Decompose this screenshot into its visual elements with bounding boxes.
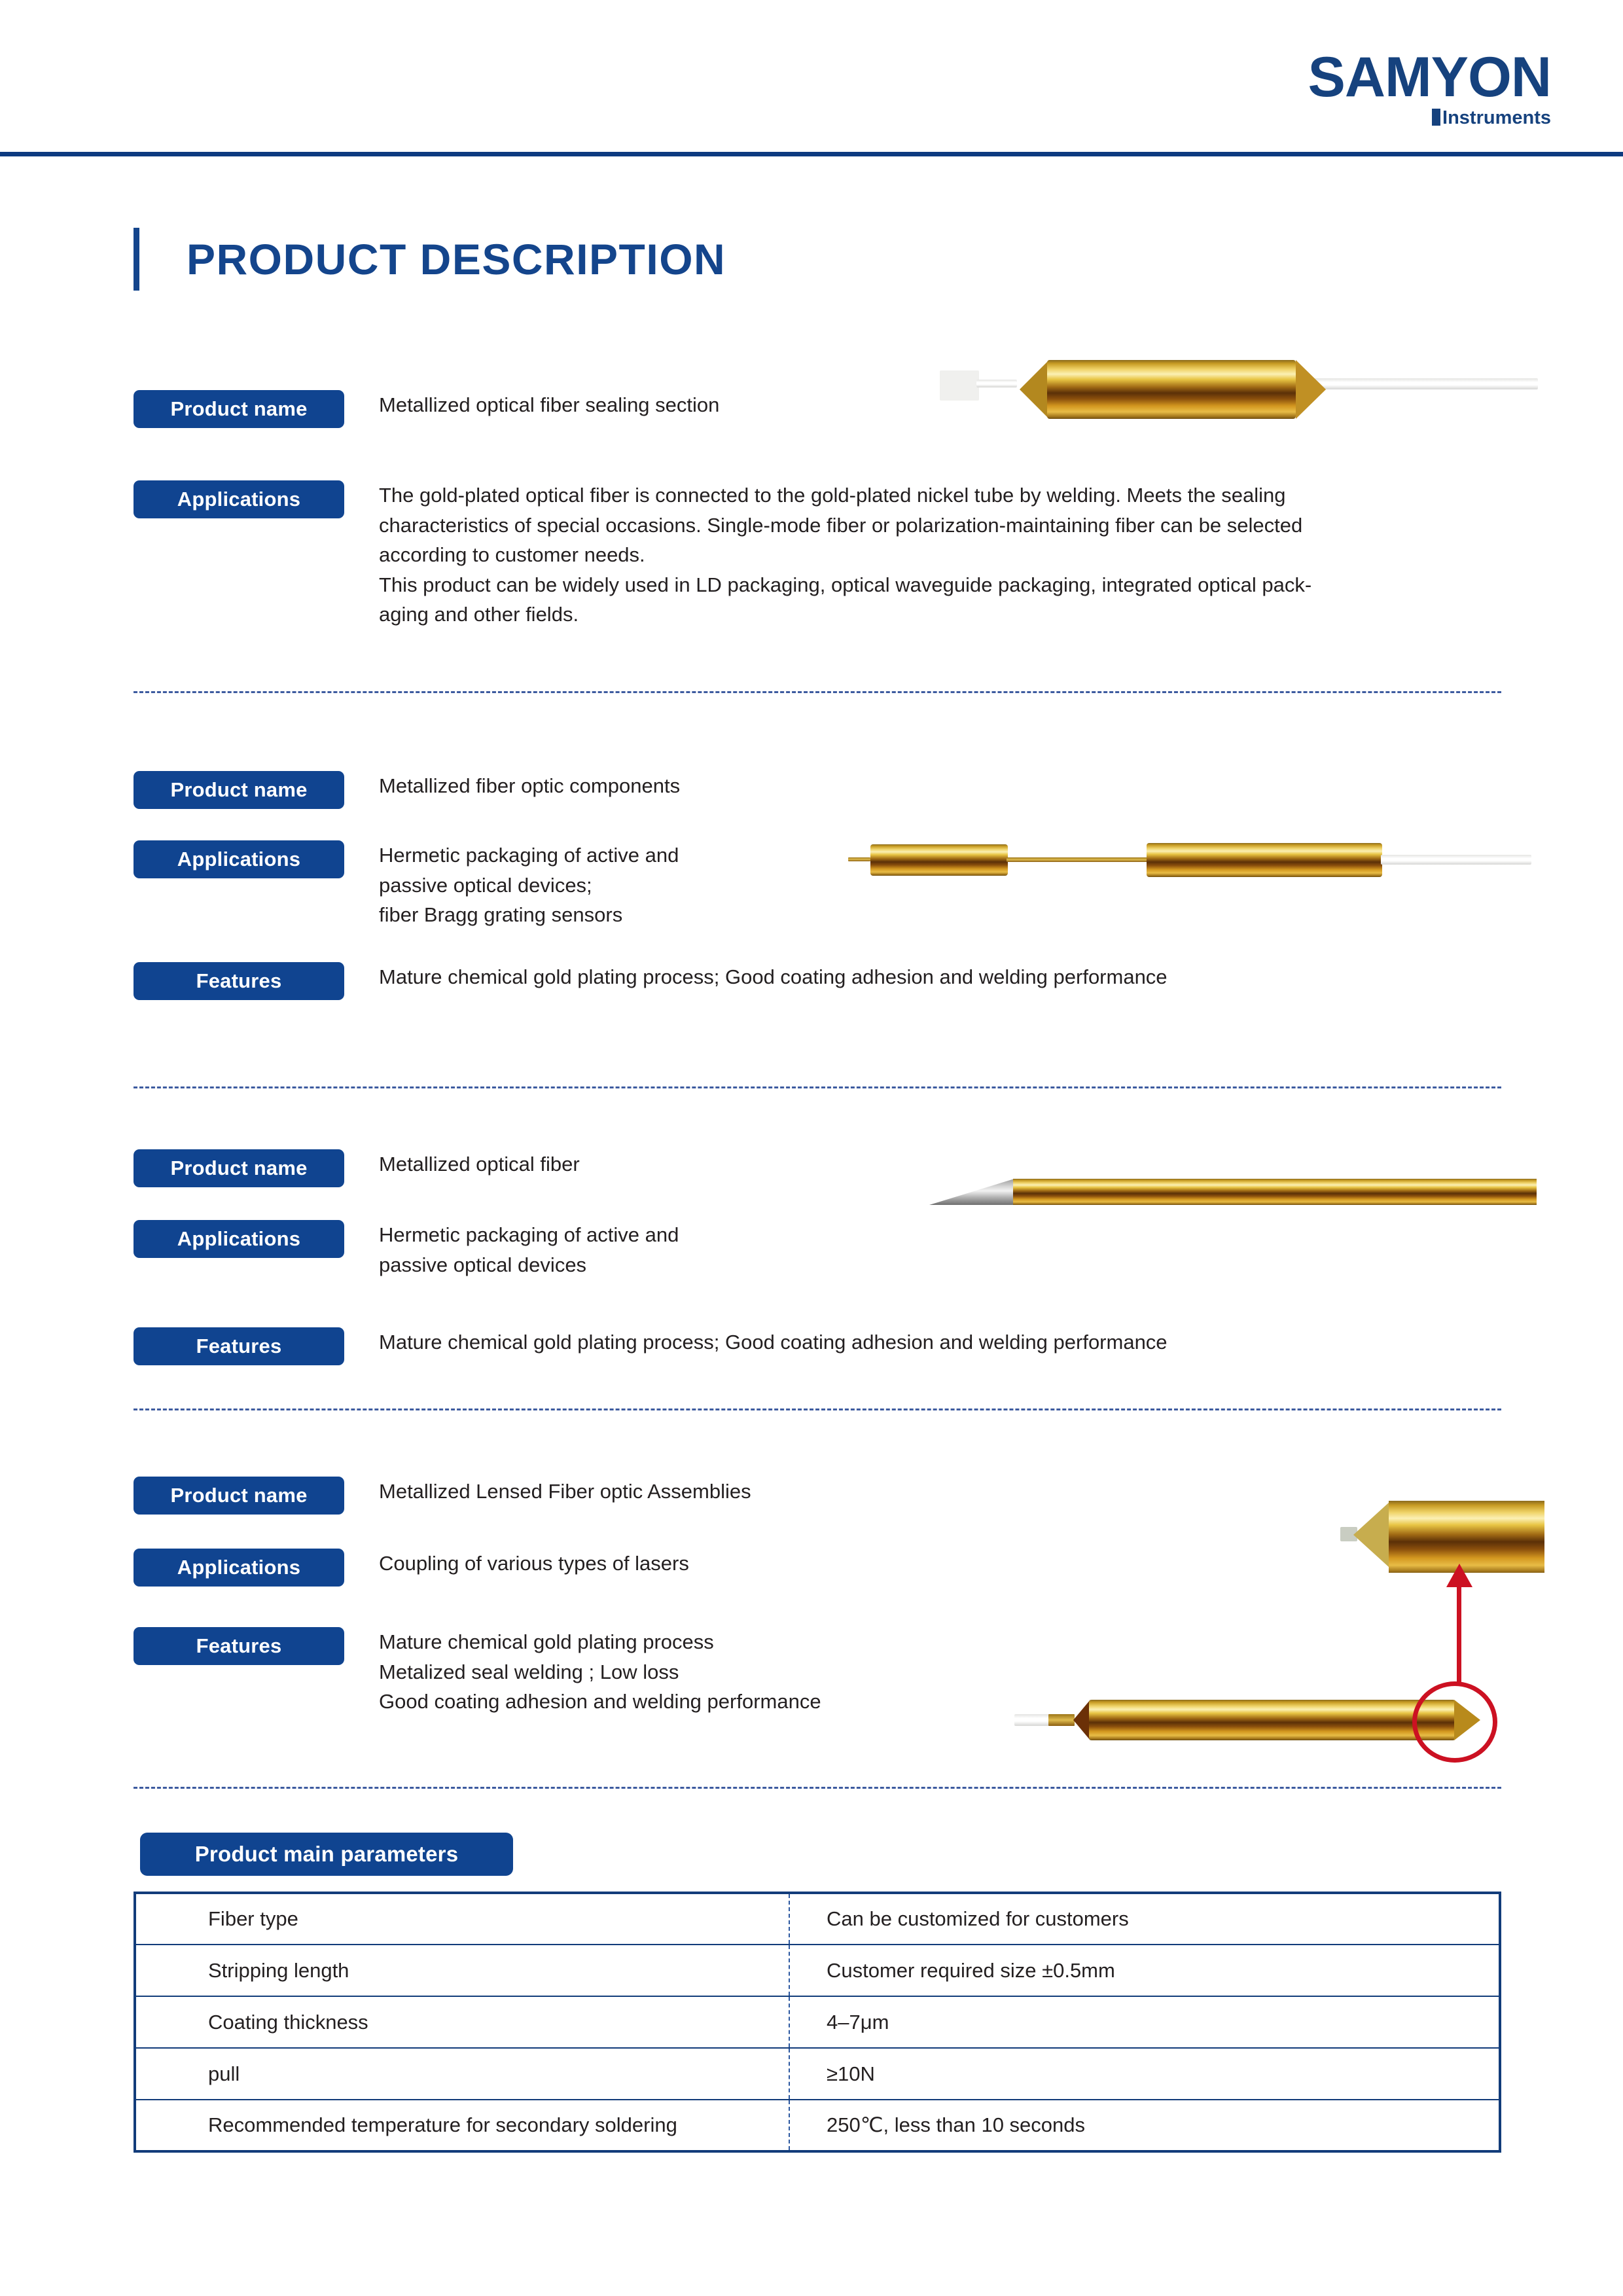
section-2-product-name: Metallized fiber optic components xyxy=(379,774,681,797)
page-title-row xyxy=(134,228,726,291)
fiber-connector xyxy=(940,370,979,401)
badge-cell xyxy=(134,771,344,809)
section-3-product-name-row xyxy=(134,1149,580,1187)
gold-cylinder-right xyxy=(1147,843,1382,877)
param-key: Coating thickness xyxy=(135,1996,789,2048)
badge-product-name: Product name xyxy=(134,1149,344,1187)
section-4-features-row xyxy=(134,1627,821,1717)
badge-cell xyxy=(134,390,344,428)
badge-product-name: Product name xyxy=(134,1477,344,1515)
badge-features: Features xyxy=(134,1627,344,1665)
inset-tube-taper xyxy=(1353,1502,1389,1568)
fiber-lead xyxy=(976,380,1017,387)
table-row xyxy=(135,2100,1500,2151)
param-value: Can be customized for customers xyxy=(789,1893,1500,1945)
inset-gold-tube xyxy=(1389,1501,1544,1573)
brand-name: SAMYON xyxy=(1308,46,1551,109)
applications-line: aging and other fields. xyxy=(379,603,579,626)
section-divider-3 xyxy=(134,1408,1501,1410)
param-key: Recommended temperature for secondary soldering xyxy=(208,2113,677,2136)
badge-cell xyxy=(134,1149,344,1187)
badge-cell xyxy=(134,1327,344,1365)
section-1-applications-row xyxy=(134,480,1311,630)
fiber-cable xyxy=(1381,855,1531,865)
section-4-applications: Coupling of various types of lasers xyxy=(379,1552,689,1575)
section-1-product-name-row xyxy=(134,390,719,428)
section-1-product-name: Metallized optical fiber sealing section xyxy=(379,393,720,416)
badge-cell xyxy=(134,1627,344,1665)
features-line: Good coating adhesion and welding performance xyxy=(379,1690,821,1713)
badge-product-name: Product name xyxy=(134,390,344,428)
badge-applications: Applications xyxy=(134,480,344,518)
tube-taper-left xyxy=(1073,1700,1090,1740)
angled-silver-tip xyxy=(929,1179,1014,1205)
annotation-arrow-head xyxy=(1446,1564,1472,1587)
param-value: Customer required size ±0.5mm xyxy=(789,1945,1500,1996)
gold-plated-tube xyxy=(1047,360,1296,419)
gold-cylinder-left xyxy=(870,844,1008,876)
section-2-applications-row xyxy=(134,840,679,930)
section-divider-2 xyxy=(134,1086,1501,1088)
section-3-applications-row xyxy=(134,1220,679,1280)
applications-line: The gold-plated optical fiber is connected to the gold-plated nickel tube by welding. Meets the sealing xyxy=(379,484,1286,507)
section-4-applications-row xyxy=(134,1549,689,1587)
section-2-features: Mature chemical gold plating process; Good coating adhesion and welding performance xyxy=(379,965,1168,988)
header-divider xyxy=(0,152,1623,156)
section-3-product-name: Metallized optical fiber xyxy=(379,1153,580,1175)
applications-line: Hermetic packaging of active and xyxy=(379,1223,679,1246)
badge-applications: Applications xyxy=(134,1549,344,1587)
section-divider-1 xyxy=(134,691,1501,693)
param-value: 4–7μm xyxy=(789,1996,1500,2048)
badge-applications: Applications xyxy=(134,840,344,878)
annotation-arrow-shaft xyxy=(1457,1586,1461,1685)
section-3-features-row xyxy=(134,1327,1168,1365)
badge-product-main-parameters: Product main parameters xyxy=(140,1833,513,1876)
param-key: Fiber type xyxy=(135,1893,789,1945)
figure-sealing-section xyxy=(936,353,1538,425)
features-line: Mature chemical gold plating process xyxy=(379,1630,714,1653)
applications-line: fiber Bragg grating sensors xyxy=(379,903,623,927)
section-divider-4 xyxy=(134,1787,1501,1789)
badge-cell xyxy=(134,1220,344,1258)
badge-features: Features xyxy=(134,1327,344,1365)
tube-taper-left xyxy=(1020,360,1049,419)
table-row xyxy=(135,1945,1500,1996)
logo-square-mark xyxy=(1432,109,1440,126)
applications-line: characteristics of special occasions. Single-mode fiber or polarization-maintaining fiber can be selected xyxy=(379,513,1303,537)
page-title: PRODUCT DESCRIPTION xyxy=(187,235,726,283)
badge-cell xyxy=(134,962,344,1000)
badge-product-name: Product name xyxy=(134,771,344,809)
badge-cell xyxy=(134,480,344,518)
figure-fiber-optic-components xyxy=(844,838,1538,884)
fiber-cable xyxy=(1289,378,1538,389)
brand-subtitle xyxy=(1308,109,1551,128)
section-3-features: Mature chemical gold plating process; Good coating adhesion and welding performance xyxy=(379,1331,1168,1354)
gold-plated-tube xyxy=(1089,1700,1455,1740)
page-header xyxy=(0,0,1623,155)
param-key: pull xyxy=(135,2048,789,2100)
table-row xyxy=(135,1996,1500,2048)
features-line: Metalized seal welding ; Low loss xyxy=(379,1660,679,1683)
applications-line: passive optical devices; xyxy=(379,873,592,897)
section-2-product-name-row xyxy=(134,771,680,809)
badge-cell xyxy=(134,1549,344,1587)
applications-line: according to customer needs. xyxy=(379,543,645,567)
zoom-inset-view xyxy=(1340,1496,1544,1573)
title-accent-bar xyxy=(134,228,139,291)
section-4-product-name-row xyxy=(134,1477,751,1515)
annotation-highlight-ellipse xyxy=(1412,1681,1497,1763)
brand-logo xyxy=(1308,46,1551,128)
section-2-applications xyxy=(379,840,679,930)
badge-cell xyxy=(134,840,344,878)
figure-lensed-fiber-assembly xyxy=(1014,1496,1544,1764)
applications-line: Hermetic packaging of active and xyxy=(379,844,679,867)
section-1-applications xyxy=(379,480,1311,630)
param-key: Stripping length xyxy=(135,1945,789,1996)
param-value: ≥10N xyxy=(789,2048,1500,2100)
section-4-product-name: Metallized Lensed Fiber optic Assemblies xyxy=(379,1480,751,1503)
section-3-applications xyxy=(379,1220,679,1280)
figure-metallized-optical-fiber xyxy=(929,1175,1538,1214)
applications-line: This product can be widely used in LD packaging, optical waveguide packaging, integrated optical pack- xyxy=(379,573,1312,596)
table-row xyxy=(135,2048,1500,2100)
badge-cell xyxy=(134,1477,344,1515)
badge-applications: Applications xyxy=(134,1220,344,1258)
tube-taper-right xyxy=(1296,360,1326,419)
fiber-ferrule xyxy=(1048,1714,1075,1726)
section-4-features xyxy=(379,1627,821,1717)
params-badge-wrap xyxy=(140,1833,513,1876)
gold-plated-fiber xyxy=(1007,857,1149,862)
table-row xyxy=(135,1893,1500,1945)
fiber-cable xyxy=(1014,1714,1051,1726)
section-2-features-row xyxy=(134,962,1168,1000)
badge-features: Features xyxy=(134,962,344,1000)
param-value: 250℃, less than 10 seconds xyxy=(789,2100,1500,2151)
product-parameters-table xyxy=(134,1892,1501,2153)
fiber-stub-left xyxy=(848,857,870,861)
gold-plated-fiber-body xyxy=(1013,1179,1537,1205)
applications-line: passive optical devices xyxy=(379,1253,587,1276)
brand-subtitle-text: Instruments xyxy=(1442,107,1551,128)
